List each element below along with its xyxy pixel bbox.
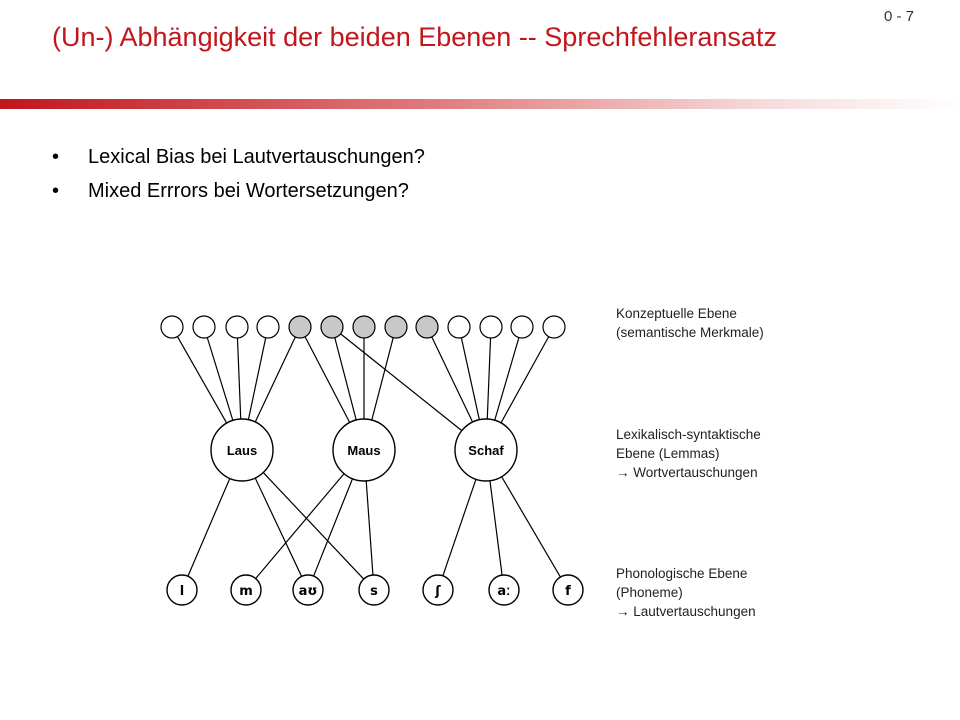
phoneme-nodes: [167, 575, 583, 605]
phonological-level-label: [616, 564, 756, 621]
feature-lemma-link: [207, 338, 233, 421]
feature-lemma-link: [177, 337, 226, 423]
feature-lemma-link: [461, 338, 479, 420]
phoneme-label: ʃ: [435, 584, 441, 599]
semantic-feature-node: [353, 316, 375, 338]
lemma-label: Schaf: [468, 443, 504, 458]
level-label-line: (Phoneme): [616, 585, 683, 600]
feature-lemma-link: [495, 338, 519, 421]
page-number: 0 - 7: [884, 8, 915, 25]
feature-lemma-link: [372, 338, 393, 420]
conceptual-level-label: [616, 304, 764, 342]
lemma-label: Maus: [347, 443, 381, 458]
semantic-feature-node: [321, 316, 343, 338]
semantic-feature-node: [416, 316, 438, 338]
phoneme-label: aː: [497, 584, 511, 599]
lemma-phoneme-link: [502, 477, 561, 577]
semantic-feature-node: [257, 316, 279, 338]
semantic-feature-node: [226, 316, 248, 338]
level-label-line: → Wortvertauschungen: [616, 465, 758, 480]
lexical-level-label: [616, 425, 761, 482]
phoneme-label: l: [179, 584, 185, 599]
feature-lemma-link: [305, 337, 350, 423]
lemma-phoneme-link: [366, 481, 373, 575]
level-label-line: (semantische Merkmale): [616, 325, 764, 340]
feature-lemma-link: [487, 338, 490, 419]
semantic-feature-node: [448, 316, 470, 338]
phoneme-label: s: [370, 584, 378, 599]
semantic-feature-node: [385, 316, 407, 338]
phoneme-label: aʊ: [298, 584, 318, 599]
semantic-feature-node: [511, 316, 533, 338]
lemma-phoneme-link: [443, 479, 476, 575]
phoneme-label: f: [565, 584, 571, 599]
semantic-feature-node: [289, 316, 311, 338]
feature-lemma-link: [341, 334, 462, 431]
feature-lemma-link: [248, 338, 265, 420]
feature-lemma-link: [255, 337, 295, 422]
feature-lemma-link: [237, 338, 240, 419]
feature-lemma-link: [432, 337, 473, 422]
lemma-phoneme-link: [255, 478, 301, 576]
lemma-phoneme-link: [188, 478, 230, 576]
feature-lemma-link: [501, 337, 549, 423]
level-label-line: Ebene (Lemmas): [616, 446, 720, 461]
lemma-phoneme-link: [256, 474, 344, 579]
slide-title: (Un-) Abhängigkeit der beiden Ebenen -- Sprechfehleransatz: [52, 22, 777, 52]
semantic-feature-node: [543, 316, 565, 338]
bullet-item: • Lexical Bias bei Lautvertauschungen?: [52, 140, 425, 174]
semantic-feature-node: [193, 316, 215, 338]
feature-lemma-link: [335, 338, 356, 420]
lemma-nodes: [211, 419, 517, 481]
level-label-line: → Lautvertauschungen: [616, 604, 756, 619]
lemma-phoneme-link: [490, 481, 502, 575]
level-label-line: Konzeptuelle Ebene: [616, 306, 737, 321]
level-label-line: Lexikalisch-syntaktische: [616, 427, 761, 442]
lemma-label: Laus: [226, 443, 258, 458]
semantic-feature-node: [161, 316, 183, 338]
level-label-line: Phonologische Ebene: [616, 566, 748, 581]
phoneme-label: m: [239, 584, 253, 599]
semantic-feature-nodes: [161, 316, 565, 338]
semantic-feature-node: [480, 316, 502, 338]
bullet-item: • Mixed Errrors bei Wortersetzungen?: [52, 174, 425, 208]
